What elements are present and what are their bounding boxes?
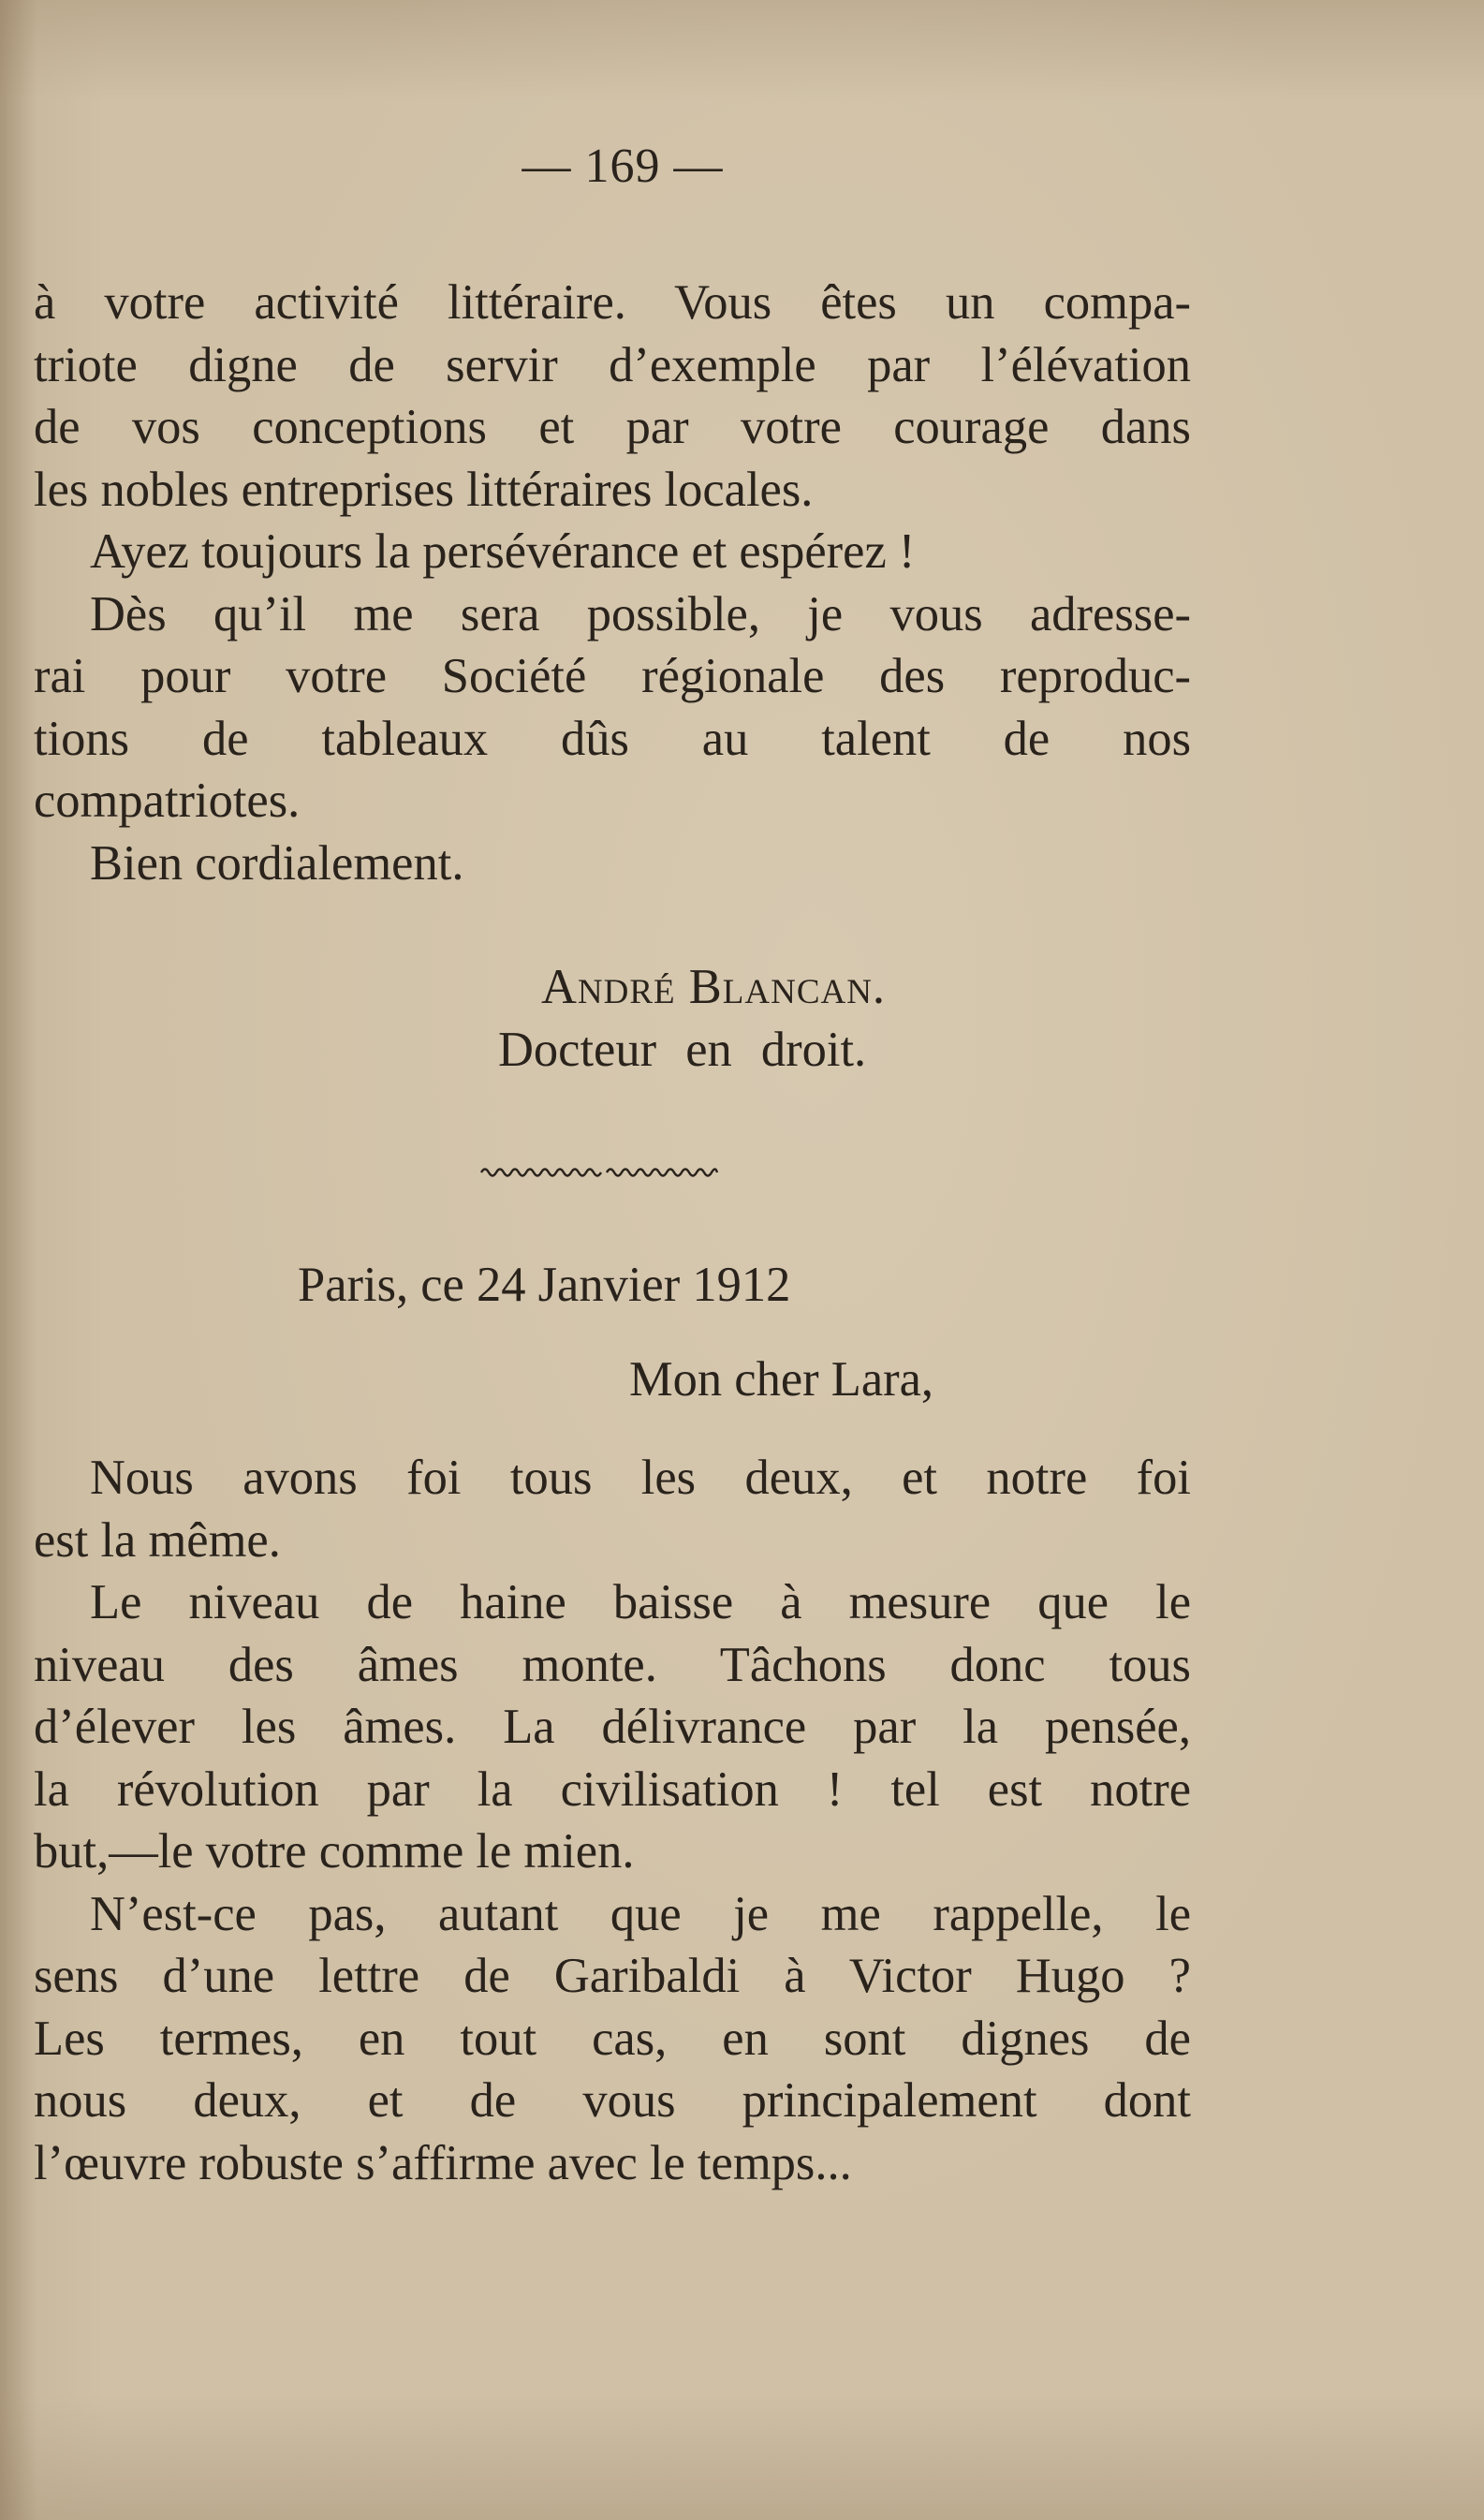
text-line: à votre activité littéraire. Vous êtes un compa-	[34, 275, 1191, 330]
text-line: compatriotes.	[34, 774, 301, 828]
text-line: Les termes, en tout cas, en sont dignes de	[34, 2011, 1191, 2066]
text-line: l’œuvre robuste s’affirme avec le temps...	[34, 2135, 852, 2190]
text-line: d’élever les âmes. La délivrance par la pensée,	[34, 1700, 1191, 1754]
text-line: de vos conceptions et par votre courage dans	[34, 400, 1191, 454]
text-line: Nous avons foi tous les deux, et notre foi	[90, 1451, 1191, 1505]
text-line: la révolution par la civilisation ! tel est notre	[34, 1761, 1191, 1817]
letter-body-2	[34, 1447, 1191, 2194]
wavy-rule-ornament	[479, 1164, 725, 1177]
text-line: niveau des âmes monte. Tâchons donc tous	[34, 1637, 1191, 1692]
text-line: triote digne de servir d’exemple par l’élévation	[34, 337, 1191, 392]
letter-dateline: Paris, ce 24 Janvier 1912	[298, 1258, 791, 1312]
signature-name: André Blancan.	[541, 960, 887, 1014]
text-line: nous deux, et de vous principalement dont	[34, 2073, 1191, 2128]
letter-body-1	[34, 272, 1191, 894]
text-line: sens d’une lettre de Garibaldi à Victor Hugo ?	[34, 1949, 1191, 2003]
text-line: Bien cordialement.	[90, 835, 464, 891]
text-line: tions de tableaux dûs au talent de nos	[34, 711, 1191, 766]
letter-salutation: Mon cher Lara,	[629, 1352, 934, 1407]
text-line: les nobles entreprises littéraires locales.	[34, 462, 814, 517]
text-line: est la même.	[34, 1512, 281, 1568]
text-line: but,—le votre comme le mien.	[34, 1824, 635, 1879]
text-line: Dès qu’il me sera possible, je vous adresse-	[90, 586, 1191, 641]
text-line: Le niveau de haine baisse à mesure que le	[90, 1575, 1191, 1629]
page-number: — 169 —	[522, 140, 724, 193]
text-line: rai pour votre Société régionale des reproduc-	[34, 649, 1191, 703]
text-line: N’est-ce pas, autant que je me rappelle, le	[90, 1886, 1191, 1941]
signature-title: Docteur en droit.	[498, 1023, 867, 1077]
text-line: Ayez toujours la persévérance et espérez !	[90, 524, 916, 579]
